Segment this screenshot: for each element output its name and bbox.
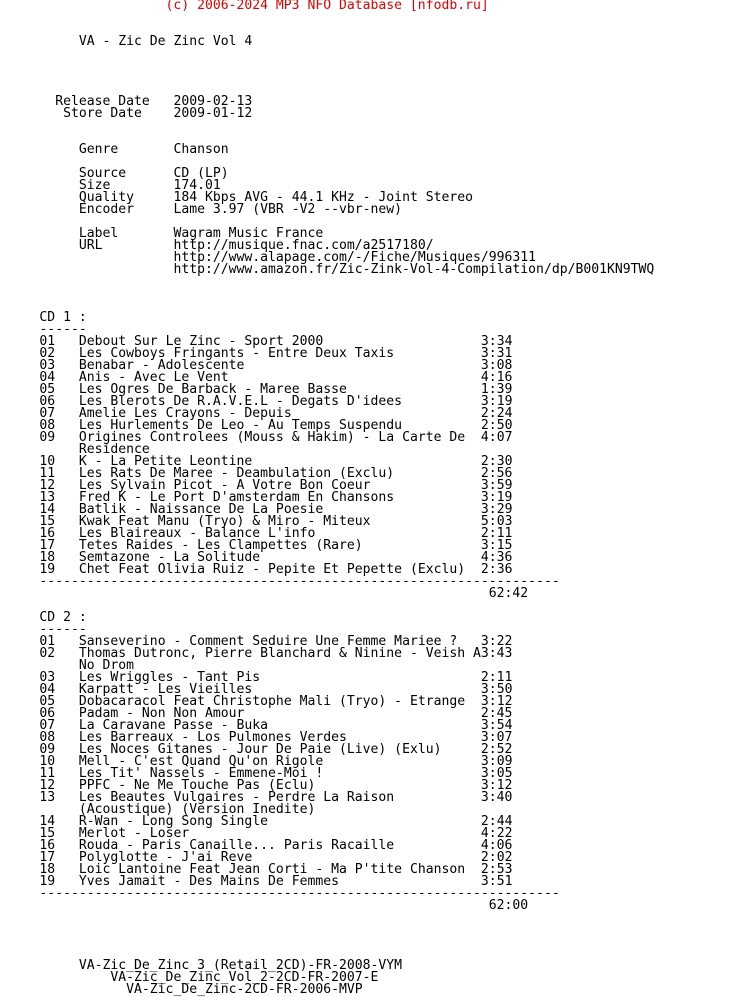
track-time: 3:22	[480, 634, 513, 649]
track-title: Les Cowboys Fringants - Entre Deux Taxis	[78, 346, 395, 361]
track-number: 04	[39, 682, 56, 697]
divider-text: ------------------------------------------------------------------	[39, 886, 560, 901]
track-title: Debout Sur Le Zinc - Sport 2000	[78, 334, 324, 349]
track-title: K - La Petite Leontine	[78, 454, 253, 469]
related-release[interactable]: VA-Zic_De_Zinc-2CD-FR-2006-MVP	[126, 982, 363, 997]
track-number: 02	[39, 646, 56, 661]
url-link[interactable]: http://www.alapage.com/-/Fiche/Musiques/996311	[173, 250, 537, 265]
track-number: 13	[39, 490, 56, 505]
track-time: 2:50	[480, 418, 513, 433]
track-time: 2:53	[480, 862, 513, 877]
track-time: 3:12	[480, 694, 513, 709]
quality-value: 184 Kbps AVG - 44.1 KHz - Joint Stereo	[173, 190, 474, 205]
track-number: 19	[39, 562, 56, 577]
track-title: Batlik - Naissance De La Poesie	[78, 502, 324, 517]
store-date-label: Store Date	[63, 106, 142, 121]
source-value: CD (LP)	[173, 166, 229, 181]
track-time: 2:11	[480, 526, 513, 541]
track-number: 09	[39, 430, 56, 445]
track-title: Mell - C'est Quand Qu'on Rigole	[78, 754, 324, 769]
track-time: 3:50	[480, 682, 513, 697]
track-time: 2:45	[480, 706, 513, 721]
track-number: 07	[39, 406, 56, 421]
track-title-continued-text: Residence	[78, 442, 150, 457]
track-title: Fred K - Le Port D'amsterdam En Chansons	[78, 490, 395, 505]
track-number: 01	[39, 634, 56, 649]
track-title: Karpatt - Les Vieilles	[78, 682, 253, 697]
track-number: 15	[39, 826, 56, 841]
track-number: 07	[39, 718, 56, 733]
track-number: 01	[39, 334, 56, 349]
track-time: 3:05	[480, 766, 513, 781]
title-line	[0, 36, 654, 48]
blank-line	[0, 924, 654, 936]
track-title: Les Rats De Maree - Deambulation (Exclu)	[78, 466, 395, 481]
quality-label: Quality	[78, 190, 135, 205]
url-link[interactable]: http://musique.fnac.com/a2517180/	[173, 238, 434, 253]
label-value: Wagram Music France	[173, 226, 324, 241]
genre-value: Chanson	[173, 142, 229, 157]
track-number: 05	[39, 694, 56, 709]
track-title: Rouda - Paris Canaille... Paris Racaille	[78, 838, 395, 853]
cd-header	[0, 312, 654, 324]
track-number: 15	[39, 514, 56, 529]
track-title: Chet Feat Olivia Ruiz - Pepite Et Pepette (Exclu)	[78, 562, 466, 577]
track-title: Dobacaracol Feat Christophe Mali (Tryo) - Etrange	[78, 694, 466, 709]
track-number: 14	[39, 502, 56, 517]
track-time: 4:16	[480, 370, 513, 385]
track-title: Les Beautes Vulgaires - Perdre La Raison	[78, 790, 395, 805]
track-title: Loic Lantoine Feat Jean Corti - Ma P'tite Chanson	[78, 862, 466, 877]
copyright-text: (c) 2006-2024 MP3 NFO Database [nfodb.ru]	[165, 0, 489, 13]
track-title: Benabar - Adolescente	[78, 358, 245, 373]
track-number: 03	[39, 358, 56, 373]
track-title-continued-text: No Drom	[78, 658, 135, 673]
track-time: 2:52	[480, 742, 513, 757]
cd-total-time: 62:00	[488, 898, 529, 913]
track-number: 17	[39, 538, 56, 553]
track-time: 3:19	[480, 394, 513, 409]
blank-line	[0, 120, 654, 132]
track-number: 02	[39, 346, 56, 361]
track-time: 2:24	[480, 406, 513, 421]
cd-total-time: 62:42	[488, 586, 529, 601]
track-time: 5:03	[480, 514, 513, 529]
track-number: 16	[39, 526, 56, 541]
encoder-line	[0, 204, 654, 216]
source-label: Source	[78, 166, 127, 181]
track-title: Merlot - Loser	[78, 826, 190, 841]
blank-line	[0, 48, 654, 60]
track-title: Les Blaireaux - Balance L'info	[78, 526, 316, 541]
size-label: Size	[78, 178, 111, 193]
track-time: 3:07	[480, 730, 513, 745]
track-title: Les Barreaux - Los Pulmones Verdes	[78, 730, 347, 745]
track-time: 3:08	[480, 358, 513, 373]
release-date-value: 2009-02-13	[173, 94, 253, 109]
related-release-line	[0, 984, 654, 996]
track-time: 2:56	[480, 466, 513, 481]
blank-line	[0, 60, 654, 72]
track-number: 12	[39, 778, 56, 793]
track-title: Sanseverino - Comment Seduire Une Femme Mariee ?	[78, 634, 458, 649]
blank-line	[0, 912, 654, 924]
track-title: Les Wriggles - Tant Pis	[78, 670, 261, 685]
track-title: Yves Jamait - Des Mains De Femmes	[78, 874, 340, 889]
track-time: 3:15	[480, 538, 513, 553]
track-title: Les Tit' Nassels - Emmene-Moi !	[78, 766, 324, 781]
track-title: Amelie Les Crayons - Depuis	[78, 406, 292, 421]
url-link[interactable]: http://www.amazon.fr/Zic-Zink-Vol-4-Compilation/dp/B001KN9TWQ	[173, 262, 655, 277]
track-time: 3:12	[480, 778, 513, 793]
track-time: 2:30	[480, 454, 513, 469]
track-number: 13	[39, 790, 56, 805]
track-title: La Caravane Passe - Buka	[78, 718, 269, 733]
track-time: 3:51	[480, 874, 513, 889]
track-number: 08	[39, 418, 56, 433]
blank-line	[0, 12, 654, 24]
related-release[interactable]: VA-Zic_De_Zinc_3_(Retail_2CD)-FR-2008-VYM	[78, 958, 403, 973]
track-number: 03	[39, 670, 56, 685]
blank-line	[0, 72, 654, 84]
release-date-label: Release Date	[55, 94, 150, 109]
track-number: 10	[39, 754, 56, 769]
store-date-value: 2009-01-12	[173, 106, 253, 121]
cd-underline-text: ------	[39, 322, 87, 337]
track-number: 11	[39, 766, 56, 781]
store-date-line	[0, 108, 654, 120]
url-label: URL	[78, 238, 103, 253]
track-time: 1:39	[480, 382, 513, 397]
track-title: Semtazone - La Solitude	[78, 550, 261, 565]
cd-header	[0, 612, 654, 624]
related-release[interactable]: VA-Zic_De_Zinc_Vol_2-2CD-FR-2007-E	[110, 970, 379, 985]
track-number: 05	[39, 382, 56, 397]
track-number: 14	[39, 814, 56, 829]
track-time: 3:43	[480, 646, 513, 661]
track-time: 2:36	[480, 562, 513, 577]
track-title: Polyglotte - J'ai Reve	[78, 850, 253, 865]
track-time: 2:11	[480, 670, 513, 685]
track-time: 3:09	[480, 754, 513, 769]
track-title: Les Ogres De Barback - Maree Basse	[78, 382, 347, 397]
track-number: 12	[39, 478, 56, 493]
track-number: 16	[39, 838, 56, 853]
track-number: 18	[39, 862, 56, 877]
track-time: 4:36	[480, 550, 513, 565]
track-title: Tetes Raides - Les Clampettes (Rare)	[78, 538, 363, 553]
track-title: PPFC - Ne Me Touche Pas (Eclu)	[78, 778, 316, 793]
total-line	[0, 588, 654, 600]
track-number: 10	[39, 454, 56, 469]
copyright-line	[0, 0, 654, 12]
encoder-value: Lame 3.97 (VBR -V2 --vbr-new)	[173, 202, 403, 217]
track-title: Les Noces Gitanes - Jour De Paie (Live) (Exlu)	[78, 742, 442, 757]
track-time: 3:59	[480, 478, 513, 493]
track-title: R-Wan - Long Song Single	[78, 814, 269, 829]
cd-underline-text: ------	[39, 622, 87, 637]
label-label: Label	[78, 226, 119, 241]
track-title: Anis - Avec Le Vent	[78, 370, 229, 385]
track-title: Kwak Feat Manu (Tryo) & Miro - Miteux	[78, 514, 371, 529]
track-number: 06	[39, 706, 56, 721]
track-time: 3:31	[480, 346, 513, 361]
track-title: Les Blerots De R.A.V.E.L - Degats D'idees	[78, 394, 403, 409]
track-title: Origines Controlees (Mouss & Hakim) - La Carte De	[78, 430, 466, 445]
track-time: 3:29	[480, 502, 513, 517]
track-title: Les Sylvain Picot - A Votre Bon Coeur	[78, 478, 371, 493]
track-time: 2:44	[480, 814, 513, 829]
genre-line	[0, 144, 654, 156]
encoder-label: Encoder	[78, 202, 135, 217]
url-line	[0, 264, 654, 276]
divider-text: ------------------------------------------------------------------	[39, 574, 560, 589]
track-time: 3:40	[480, 790, 513, 805]
track-time: 3:54	[480, 718, 513, 733]
track-title-continued-text: (Acoustique) (Version Inedite)	[78, 802, 316, 817]
blank-line	[0, 600, 654, 612]
track-number: 04	[39, 370, 56, 385]
track-time: 4:22	[480, 826, 513, 841]
blank-line	[0, 288, 654, 300]
track-number: 17	[39, 850, 56, 865]
track-time: 2:02	[480, 850, 513, 865]
track-title: Thomas Dutronc, Pierre Blanchard & Ninine - Veish A	[78, 646, 481, 661]
track-time: 3:34	[480, 334, 513, 349]
track-time: 4:06	[480, 838, 513, 853]
blank-line	[0, 300, 654, 312]
track-number: 08	[39, 730, 56, 745]
track-number: 11	[39, 466, 56, 481]
track-time: 3:19	[480, 490, 513, 505]
track-number: 19	[39, 874, 56, 889]
track-title: Les Hurlements De Leo - Au Temps Suspendu	[78, 418, 403, 433]
blank-line	[0, 936, 654, 948]
cd-header-text: CD 2 :	[39, 610, 87, 625]
track-number: 18	[39, 550, 56, 565]
track-number: 09	[39, 742, 56, 757]
size-value: 174.01	[173, 178, 221, 193]
track-title: Padam - Non Non Amour	[78, 706, 245, 721]
blank-line	[0, 276, 654, 288]
release-title: VA - Zic De Zinc Vol 4	[78, 34, 253, 49]
cd-header-text: CD 1 :	[39, 310, 87, 325]
genre-label: Genre	[78, 142, 119, 157]
track-number: 06	[39, 394, 56, 409]
track-time: 4:07	[480, 430, 513, 445]
total-line	[0, 900, 654, 912]
